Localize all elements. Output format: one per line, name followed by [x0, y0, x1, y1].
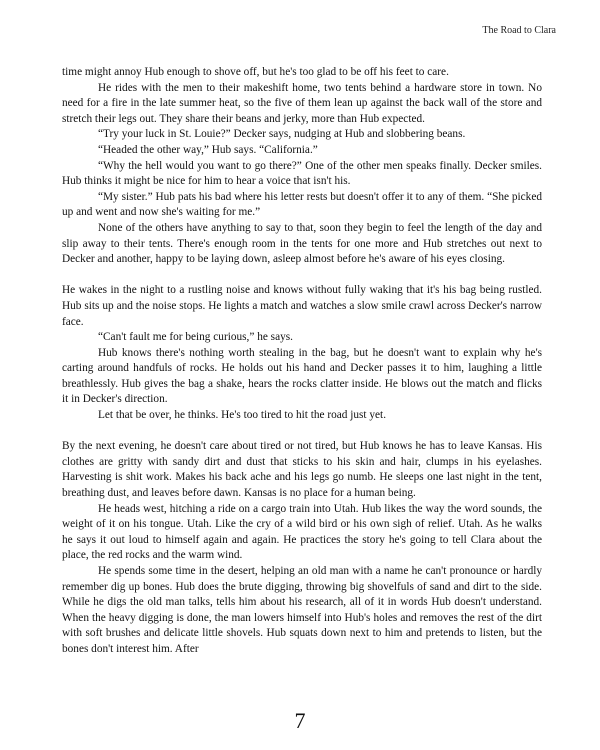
paragraph: By the next evening, he doesn't care about tired or not tired, but Hub knows he has to leave Kansas. His clothes are gritty with sandy dirt and dust that sticks to his skin and hair, clumps in his eyelashes. Harvesting is shit work. Makes his back ache and his legs go numb. He sleeps one last night in the tent, breathing dust, and leaves before dawn. Kansas is no place for a human being.	[62, 440, 542, 500]
paragraph: He wakes in the night to a rustling noise and knows without fully waking that it's his bag being rustled. Hub sits up and the noise stops. He lights a match and watches a slow smile crawl across Decker's narrow face.	[62, 284, 542, 328]
paragraph: “Can't fault me for being curious,” he says.	[98, 331, 293, 344]
paragraph: He spends some time in the desert, helping an old man with a name he can't pronounce or hardly remember dig up bones. Hub does the brute digging, throwing big shovelfuls of sand and dirt to the side. While he digs the old man talks, tells him about his research, all of it in words Hub doesn't understand. When the heavy digging is done, the man lowers himself into Hub's holes and removes the rest of the dirt with soft brushes and delicate little shovels. Hub squats down next to him and pretends to listen, but the bones don't interest him. After	[62, 565, 542, 655]
paragraph: He rides with the men to their makeshift home, two tents behind a hardware store in town. No need for a fire in the late summer heat, so the five of them lean up against the back wall of the store and stretch their legs out. They share their beans and jerky, more than Hub expected.	[62, 81, 542, 125]
paragraph: Hub knows there's nothing worth stealing in the bag, but he doesn't want to explain why he's carting around handfuls of rocks. He holds out his hand and Decker passes it to him, laughing a little breathlessly. Hub gives the bag a shake, hears the rocks clatter inside. He blows out the match and flicks it in Decker's direction.	[62, 346, 542, 406]
paragraph: None of the others have anything to say to that, soon they begin to feel the length of the day and slip away to their tents. There's enough room in the tents for one more and Hub stretches out next to Decker and another, happy to be laying down, asleep almost before he's aware of his eyes closing.	[62, 221, 542, 266]
running-header-title: The Road to Clara	[482, 25, 556, 36]
paragraph: “My sister.” Hub pats his bad where his letter rests but doesn't offer it to any of them. “She picked up and went and now she's waiting for me.”	[62, 190, 542, 219]
paragraph: time might annoy Hub enough to shove off, but he's too glad to be off his feet to care.	[62, 66, 449, 78]
page-number: 7	[294, 708, 306, 733]
paragraph: Let that be over, he thinks. He's too tired to hit the road just yet.	[98, 409, 387, 422]
paragraph: “Why the hell would you want to go there?” One of the other men speaks finally. Decker smiles. Hub thinks it might be nice for him to hear a voice that isn't his.	[62, 159, 542, 188]
body-text	[62, 65, 542, 658]
paragraph: “Headed the other way,” Hub says. “California.”	[98, 143, 318, 156]
paragraph: “Try your luck in St. Louie?” Decker says, nudging at Hub and slobbering beans.	[98, 128, 466, 141]
paragraph: He heads west, hitching a ride on a cargo train into Utah. Hub likes the way the word sounds, the weight of it on his tongue. Utah. Like the cry of a wild bird or his own sigh of relief. Utah. As he walks he says it out loud to himself again and again. He practices the story he's going to tell Clara about the place, the red rocks and the warm wind.	[62, 502, 542, 562]
